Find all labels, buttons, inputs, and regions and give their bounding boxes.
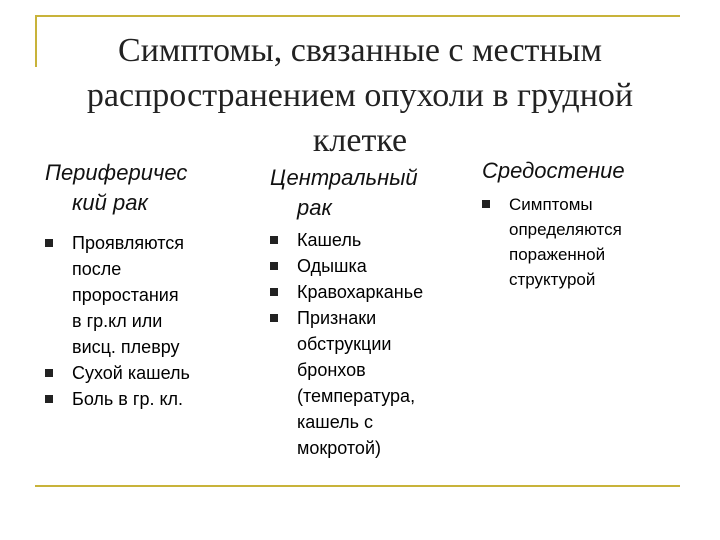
list-item [270,305,470,461]
list-item [45,386,245,412]
list-item [270,253,470,279]
bullet-list [482,192,682,292]
column-central [270,163,470,461]
heading-line: Периферичес [45,160,188,185]
list-item [45,230,245,360]
bullet-list [270,227,470,461]
heading-line: Центральный [270,165,418,190]
bullet-list [45,230,245,412]
item-line: Признаки [297,308,377,328]
list-item [482,192,682,292]
column-heading [270,163,470,223]
item-line: обструкции [297,334,392,354]
item-line: определяются [509,220,622,239]
item-line: мокротой) [297,438,381,458]
item-line: Проявляются [72,233,184,253]
heading-line: Средостение [482,158,625,183]
list-item [270,227,470,253]
left-rule [35,15,37,67]
slide-title [40,28,680,163]
heading-line: кий рак [72,190,148,215]
title-line: распространением опухоли в грудной [86,77,634,114]
item-line: висц. плевру [72,337,180,357]
top-rule [35,15,680,17]
item-line: Боль в гр. кл. [72,389,184,409]
item-line: бронхов [297,360,366,380]
item-line: Кравохарканье [297,282,424,302]
column-peripheral [45,158,245,412]
column-heading [482,156,682,186]
column-heading [45,158,245,218]
title-line: клетке [312,122,408,159]
heading-line: рак [297,195,332,220]
item-line: Кашель [297,230,362,250]
bottom-rule [35,485,680,487]
list-item [270,279,470,305]
item-line: пораженной [509,245,606,264]
item-line: Сухой кашель [72,363,190,383]
item-line: проростания [72,285,179,305]
column-mediastinum [482,156,682,292]
item-line: Симптомы [509,195,593,214]
item-line: после [72,259,122,279]
title-line: Симптомы, связанные с местным [118,32,602,69]
item-line: кашель с [297,412,374,432]
item-line: Одышка [297,256,367,276]
item-line: в гр.кл или [72,311,163,331]
item-line: структурой [509,270,596,289]
list-item [45,360,245,386]
item-line: (температура, [297,386,416,406]
